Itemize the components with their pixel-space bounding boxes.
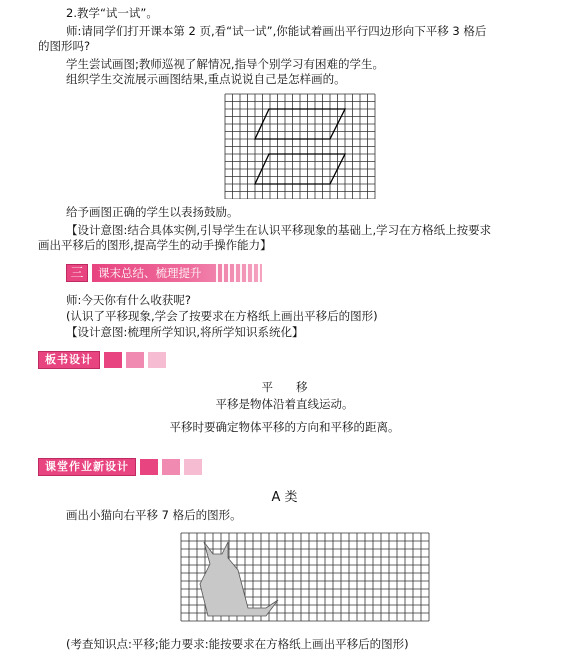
homework-design-header	[38, 458, 202, 476]
homework-instruction: 画出小猫向右平移 7 格后的图形。	[66, 508, 242, 522]
board-design-label: 板书设计	[38, 351, 100, 369]
board-line-2: 平移时要确定物体平移的方向和平移的距离。	[169, 420, 400, 434]
teacher-question-line2: 的图形吗?	[38, 39, 91, 53]
student-try-text: 学生尝试画图;教师巡视了解情况,指导个别学习有困难的学生。	[66, 57, 385, 71]
banner-stripes	[216, 264, 262, 282]
summary-section-banner	[66, 264, 266, 282]
header-square-3	[184, 459, 202, 475]
header-square-3	[148, 352, 166, 368]
teacher-question-line1: 师:请同学们打开课本第 2 页,看“试一试”,你能试着画出平行四边形向下平移 3 格后	[66, 24, 487, 38]
cat-grid-figure	[180, 532, 430, 624]
design-intent-line2: 画出平移后的图形,提高学生的动手操作能力】	[38, 238, 272, 252]
homework-note: (考查知识点:平移;能力要求:能按要求在方格纸上画出平移后的图形)	[66, 637, 409, 651]
summary-banner-title: 课末总结、梳理提升	[92, 264, 262, 282]
board-line-1: 平移是物体沿着直线运动。	[215, 397, 354, 411]
summary-design-intent: 【设计意图:梳理所学知识,将所学知识系统化】	[66, 325, 304, 339]
header-square-1	[140, 459, 158, 475]
header-square-2	[162, 459, 180, 475]
homework-section-label: A 类	[271, 490, 298, 505]
summary-question: 师:今天你有什么收获呢?	[66, 293, 191, 307]
homework-design-label: 课堂作业新设计	[38, 458, 136, 476]
summary-answer: (认识了平移现象,学会了按要求在方格纸上画出平移后的图形)	[66, 309, 378, 323]
parallelogram-grid-figure	[224, 93, 376, 199]
header-square-2	[126, 352, 144, 368]
section-number-icon: 三	[66, 264, 88, 282]
praise-text: 给予画图正确的学生以表扬鼓励。	[66, 205, 239, 219]
header-square-1	[104, 352, 122, 368]
design-intent-line1: 【设计意图:结合具体实例,引导学生在认识平移现象的基础上,学习在方格纸上按要求	[66, 223, 492, 237]
board-design-header	[38, 351, 166, 369]
board-title: 平 移	[261, 380, 308, 394]
item-2-heading: 2.教学“试一试”。	[66, 6, 158, 20]
organize-text: 组织学生交流展示画图结果,重点说说自己是怎样画的。	[66, 72, 346, 86]
